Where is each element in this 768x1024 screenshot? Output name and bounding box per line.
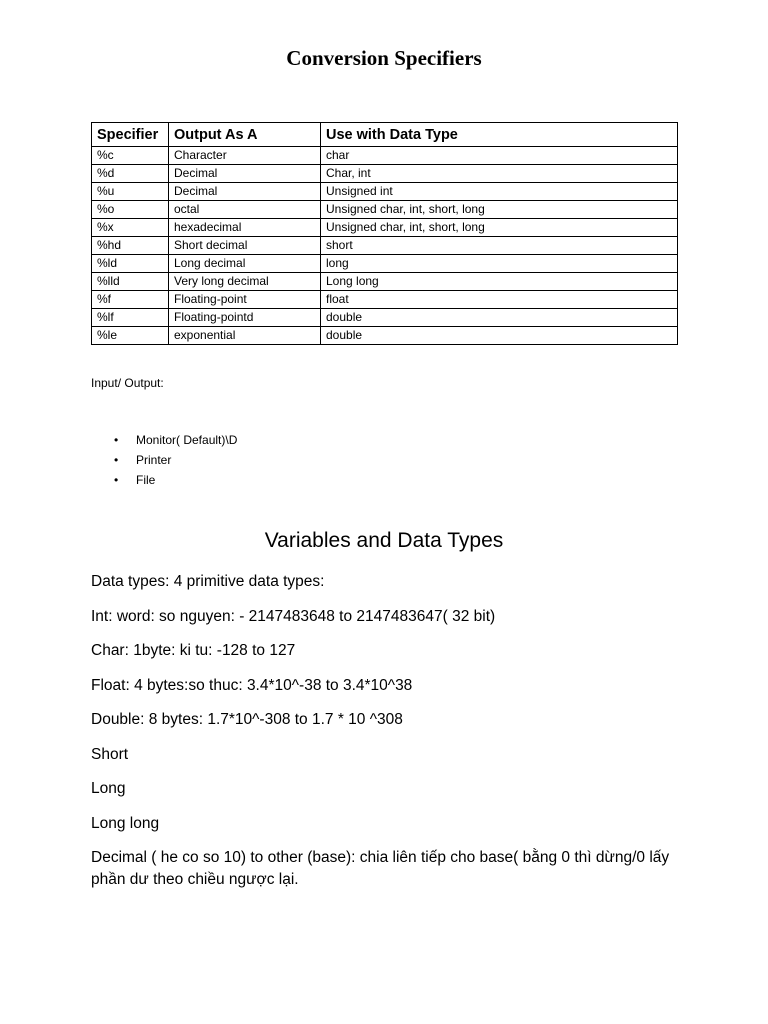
table-row bbox=[92, 183, 678, 201]
list-item-label: Printer bbox=[136, 453, 172, 467]
specifier-cell: %ld bbox=[92, 255, 169, 273]
specifier-cell: %hd bbox=[92, 237, 169, 255]
output-cell: Short decimal bbox=[169, 237, 321, 255]
paragraph: Long long bbox=[91, 814, 160, 832]
specifier-cell: %x bbox=[92, 219, 169, 237]
paragraph: Long bbox=[91, 780, 126, 797]
table-row bbox=[92, 219, 678, 237]
specifier-cell: %u bbox=[92, 183, 169, 201]
specifier-cell: %o bbox=[92, 201, 169, 219]
output-cell: exponential bbox=[169, 327, 321, 345]
paragraph: Short bbox=[91, 745, 129, 763]
conversion-specifiers-table bbox=[91, 122, 678, 345]
output-cell: hexadecimal bbox=[169, 219, 321, 237]
table-row bbox=[92, 309, 678, 327]
table-row bbox=[92, 291, 678, 309]
list-item-label: File bbox=[136, 473, 156, 487]
input-output-label: Input/ Output: bbox=[91, 376, 164, 390]
list-item-label: Monitor( Default)\D bbox=[136, 433, 238, 447]
output-cell: Floating-point bbox=[169, 291, 321, 309]
output-cell: octal bbox=[169, 201, 321, 219]
data-type-cell: Unsigned char, int, short, long bbox=[321, 201, 678, 219]
paragraph: Char: 1byte: ki tu: -128 to 127 bbox=[91, 642, 296, 659]
specifier-cell: %f bbox=[92, 291, 169, 309]
paragraph: Float: 4 bytes:so thuc: 3.4*10^-38 to 3.4*10^38 bbox=[91, 676, 413, 694]
data-type-cell: Long long bbox=[321, 273, 678, 291]
io-device-list bbox=[91, 432, 237, 492]
output-cell: Floating-pointd bbox=[169, 309, 321, 327]
output-cell: Long decimal bbox=[169, 255, 321, 273]
header-data-type: Use with Data Type bbox=[321, 123, 678, 147]
section-title: Variables and Data Types bbox=[264, 529, 504, 552]
data-type-cell: double bbox=[321, 309, 678, 327]
output-cell: Decimal bbox=[169, 183, 321, 201]
data-type-cell: double bbox=[321, 327, 678, 345]
list-item bbox=[91, 472, 237, 492]
table-row bbox=[92, 237, 678, 255]
data-type-cell: char bbox=[321, 147, 678, 165]
specifier-cell: %lld bbox=[92, 273, 169, 291]
paragraph: Data types: 4 primitive data types: bbox=[91, 573, 325, 590]
specifier-cell: %c bbox=[92, 147, 169, 165]
data-type-cell: long bbox=[321, 255, 678, 273]
table-row bbox=[92, 327, 678, 345]
table-row bbox=[92, 147, 678, 165]
header-output-as: Output As A bbox=[169, 123, 321, 147]
specifier-cell: %lf bbox=[92, 309, 169, 327]
specifier-cell: %d bbox=[92, 165, 169, 183]
table-header-row bbox=[92, 123, 678, 147]
header-specifier: Specifier bbox=[92, 123, 169, 147]
table-row bbox=[92, 255, 678, 273]
paragraph: Decimal ( he co so 10) to other (base): chia liên tiếp cho base( bằng 0 thì dừng/0 lấy phần dư theo chiều ngược lại. bbox=[91, 849, 670, 888]
output-cell: Character bbox=[169, 147, 321, 165]
body-text bbox=[91, 571, 691, 903]
output-cell: Very long decimal bbox=[169, 273, 321, 291]
table-row bbox=[92, 273, 678, 291]
list-item bbox=[91, 452, 237, 472]
paragraph: Int: word: so nguyen: - 2147483648 to 2147483647( 32 bit) bbox=[91, 607, 496, 625]
bullet-icon: • bbox=[114, 433, 119, 447]
bullet-icon: • bbox=[114, 453, 119, 467]
bullet-icon: • bbox=[114, 473, 119, 487]
data-type-cell: Unsigned int bbox=[321, 183, 678, 201]
table-row bbox=[92, 201, 678, 219]
specifier-cell: %le bbox=[92, 327, 169, 345]
data-type-cell: float bbox=[321, 291, 678, 309]
output-cell: Decimal bbox=[169, 165, 321, 183]
data-type-cell: Unsigned char, int, short, long bbox=[321, 219, 678, 237]
paragraph: Double: 8 bytes: 1.7*10^-308 to 1.7 * 10 ^308 bbox=[91, 711, 403, 728]
list-item bbox=[91, 432, 237, 452]
table-row bbox=[92, 165, 678, 183]
data-type-cell: short bbox=[321, 237, 678, 255]
data-type-cell: Char, int bbox=[321, 165, 678, 183]
page-title: Conversion Specifiers bbox=[286, 46, 482, 70]
